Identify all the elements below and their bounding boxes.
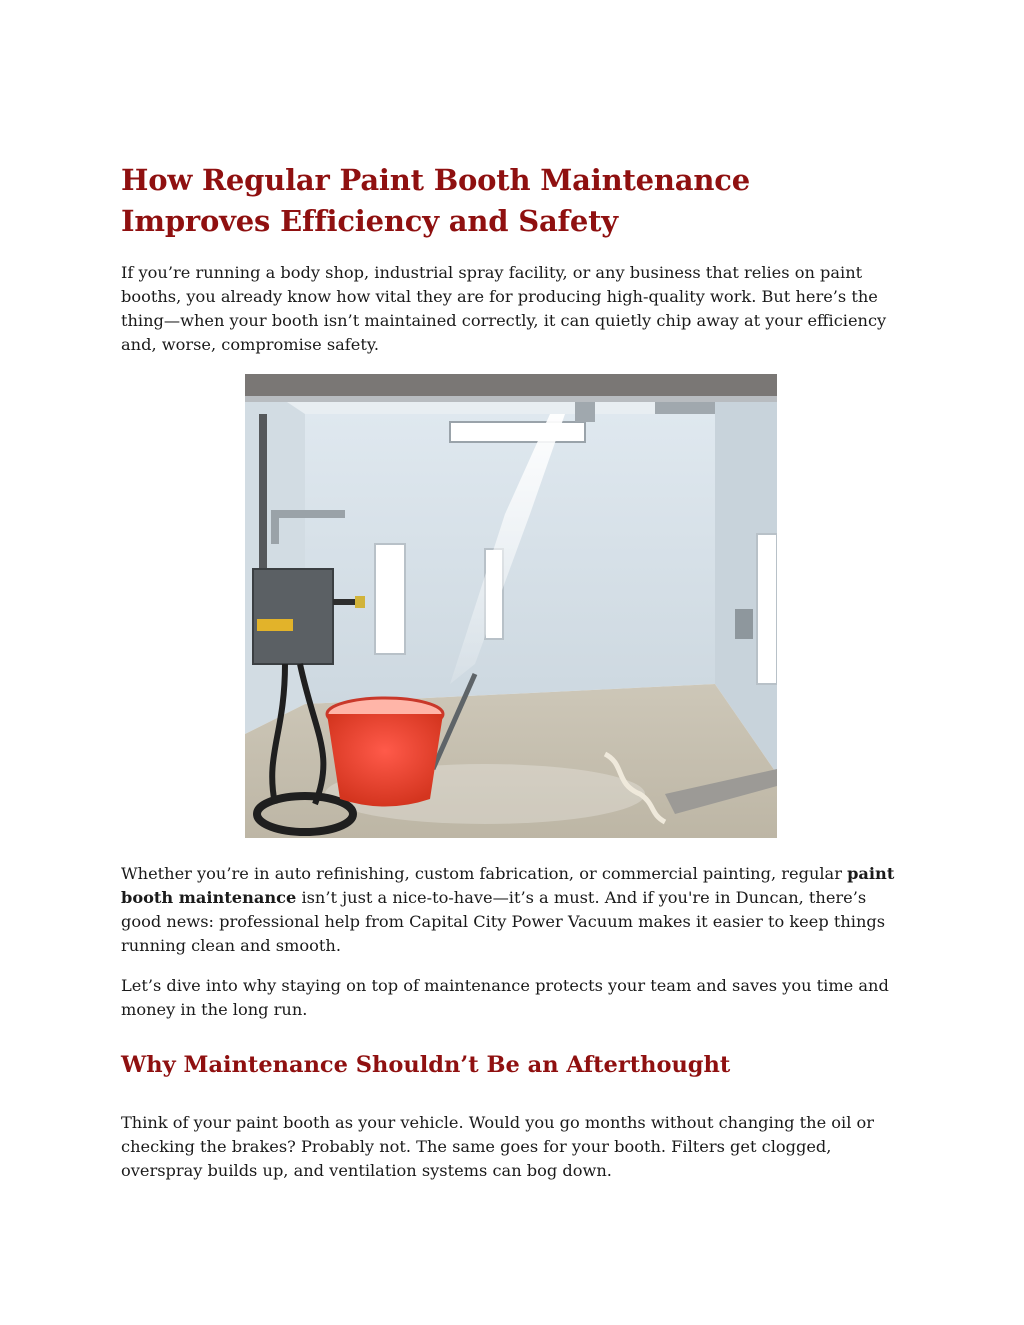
intro-paragraph: If you’re running a body shop, industrial spray facility, or any business that relies on paint booths, you already know how vital they are for producing high-quality work. But here’s the thing—when your booth isn’t maintained correctly, it can quietly chip away at your efficiency and, worse, compromise safety. xyxy=(121,263,887,354)
body-paragraph-dive: Let’s dive into why staying on top of maintenance protects your team and saves you time and money in the long run. xyxy=(121,976,889,1019)
article-title: How Regular Paint Booth Maintenance Improves Efficiency and Safety xyxy=(121,163,750,238)
document-page xyxy=(121,160,901,1180)
section-body-why-maintenance: Think of your paint booth as your vehicle. Would you go months without changing the oil or checking the brakes? Probably not. The same goes for your booth. Filters get clogged, overspray builds up, and ventilation systems can bog down. xyxy=(121,1113,875,1180)
paint-booth-photo xyxy=(245,374,777,838)
body-paragraph-services xyxy=(121,862,901,958)
services-text-end: isn’t just a nice-to-have—it’s a must. And if you're in Duncan, there’s good news: professional help from Capital City Power Vacuum makes it easier to keep things running clean and smooth. xyxy=(121,888,886,955)
services-text-start: Whether you’re in auto refinishing, custom fabrication, or commercial painting, regular xyxy=(121,864,848,883)
section-heading-why-maintenance: Why Maintenance Shouldn’t Be an Afterthought xyxy=(121,1052,731,1078)
paint-booth-maintenance-keyword: paint booth maintenance xyxy=(121,864,895,907)
